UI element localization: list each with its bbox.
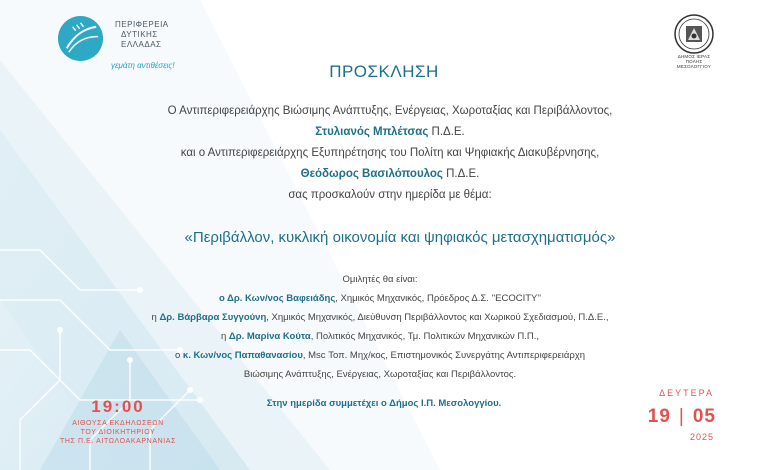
date-day-month xyxy=(576,406,716,428)
logo-slogan: γεμάτη αντιθέσεις! xyxy=(111,61,175,70)
participation-note: Στην ημερίδα συμμετέχει ο Δήμος Ι.Π. Μεσολογγίου. xyxy=(266,398,502,409)
speaker-3-desc: , Πολιτικός Μηχανικός, Τμ. Πολιτικών Μηχανικών Π.Π., xyxy=(310,331,540,342)
host-2-name: Θεόδωρος Βασιλόπουλος xyxy=(300,168,443,180)
seal-caption-2: ΜΕΣΟΛΟΓΓΙΟΥ xyxy=(676,64,712,69)
municipal-seal-icon xyxy=(674,14,714,54)
speakers-last-line: Βιώσιμης Ανάπτυξης, Ενέργειας, Χωροταξίας και Περιβάλλοντος. xyxy=(243,369,517,380)
date-separator: | xyxy=(678,406,685,427)
speaker-4-prefix: ο xyxy=(174,350,183,361)
region-logo-text xyxy=(115,20,169,50)
intro-block xyxy=(60,101,720,206)
intro-line-2 xyxy=(60,122,720,143)
venue-line-2: ΤΟΥ ΔΙΟΙΚΗΤΗΡΙΟΥ xyxy=(80,429,156,436)
host-1-suffix: Π.Δ.Ε. xyxy=(428,126,465,138)
intro-line-4 xyxy=(60,164,720,185)
speaker-2-prefix: η xyxy=(151,312,160,323)
speaker-4-desc: , Msc Τοπ. Μηχ/κος, Επιστημονικός Συνεργάτης Αντιπεριφερειάρχη xyxy=(302,350,586,361)
intro-line-1: Ο Αντιπεριφερειάρχης Βιώσιμης Ανάπτυξης, Ενέργειας, Χωροταξίας και Περιβάλλοντος, xyxy=(167,105,613,117)
speaker-3-name: Δρ. Μαρίνα Κούτα xyxy=(228,331,311,342)
speaker-1 xyxy=(60,289,700,308)
speaker-2 xyxy=(60,308,700,327)
event-time xyxy=(38,397,198,446)
speaker-1-name: ο Δρ. Κων/νος Βαφειάδης xyxy=(218,293,336,304)
logo-line-1: ΠΕΡΙΦΕΡΕΙΑ xyxy=(115,20,169,29)
date-weekday: ΔΕΥΤΕΡΑ xyxy=(659,388,714,398)
event-topic: «Περιβάλλον, κυκλική οικονομία και ψηφιακός μετασχηματισμός» xyxy=(184,229,616,246)
seal-caption-1: ΔΗΜΟΣ ΙΕΡΑΣ ΠΟΛΗΣ xyxy=(677,54,711,64)
venue-line-1: ΑΙΘΟΥΣΑ ΕΚΔΗΛΩΣΕΩΝ xyxy=(72,420,164,427)
date-month: 05 xyxy=(692,406,716,427)
venue-line-3: ΤΗΣ Π.Ε. ΑΙΤΩΛΟΑΚΑΡΝΑΝΙΑΣ xyxy=(59,438,176,445)
host-1-name: Στυλιανός Μπλέτσας xyxy=(315,126,429,138)
host-2-suffix: Π.Δ.Ε. xyxy=(442,168,480,180)
date-year: 2025 xyxy=(689,432,714,442)
time-value: 19:00 xyxy=(91,397,145,416)
intro-line-5: σας προσκαλούν στην ημερίδα με θέμα: xyxy=(288,189,492,201)
date-day: 19 xyxy=(647,406,671,427)
speaker-4 xyxy=(60,346,700,365)
logo-line-3: ΕΛΛΑΔΑΣ xyxy=(121,40,162,49)
intro-line-3: και ο Αντιπεριφερειάρχης Εξυπηρέτησης του Πολίτη και Ψηφιακής Διακυβέρνησης, xyxy=(180,147,600,159)
event-date xyxy=(576,388,716,442)
speakers-heading: Ομιλητές θα είναι: xyxy=(342,274,418,285)
speaker-2-desc: , Χημικός Μηχανικός, Διεύθυνση Περιβάλλοντος και Χωρικού Σχεδιασμού, Π.Δ.Ε., xyxy=(266,312,609,323)
speakers-block xyxy=(60,270,700,384)
logo-line-2: ΔΥΤΙΚΗΣ xyxy=(121,30,158,39)
region-logo-icon xyxy=(57,15,104,62)
speaker-1-desc: , Χημικός Μηχανικός, Πρόεδρος Δ.Σ. ''ECOCITY'' xyxy=(335,293,542,304)
page-title: ΠΡΟΣΚΛΗΣΗ xyxy=(329,62,439,81)
speaker-3 xyxy=(60,327,700,346)
speaker-3-prefix: η xyxy=(220,331,229,342)
speaker-4-name: κ. Κων/νος Παπαθανασίου xyxy=(182,350,303,361)
speaker-2-name: Δρ. Βάρβαρα Συγγούνη xyxy=(159,312,267,323)
